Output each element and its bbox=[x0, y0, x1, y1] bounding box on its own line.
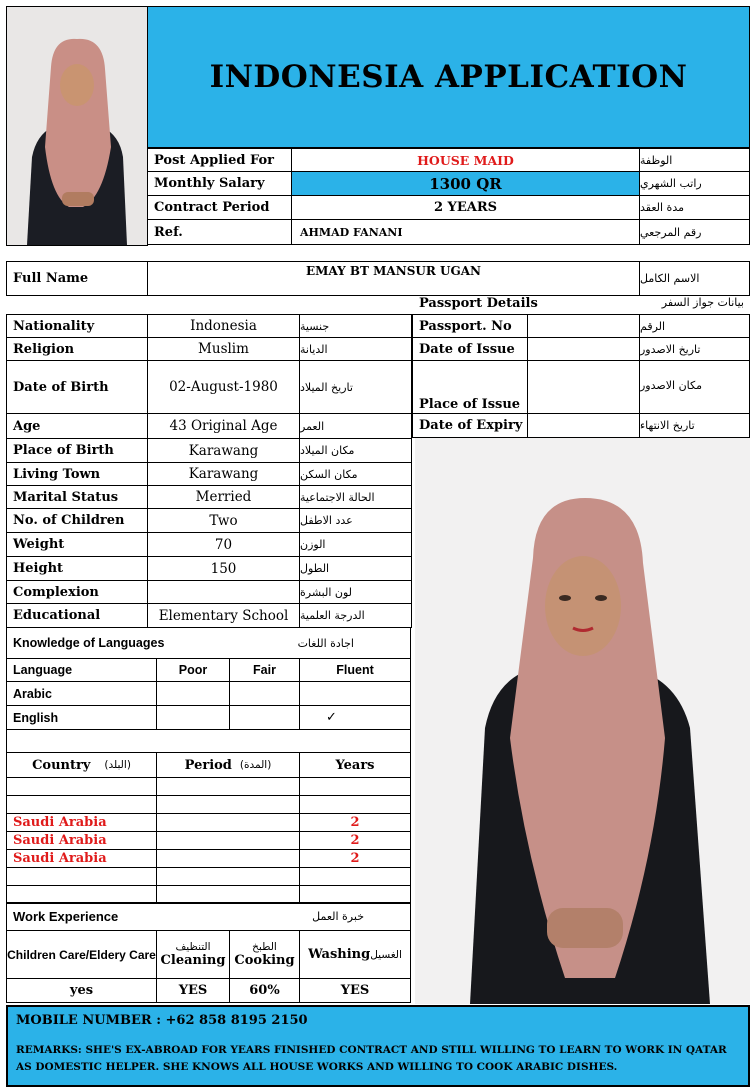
skill-cooking-header bbox=[229, 930, 300, 979]
personal-arabic: مكان السكن bbox=[299, 462, 412, 486]
skill-cleaning-value: YES bbox=[156, 978, 230, 1003]
personal-label: Religion bbox=[6, 337, 148, 361]
date-expiry-label: Date of Expiry bbox=[412, 413, 528, 438]
passport-no-label: Passport. No bbox=[412, 314, 528, 338]
contract-value: 2 YEARS bbox=[291, 195, 640, 220]
languages-section bbox=[6, 627, 411, 659]
lang-header-fair: Fair bbox=[229, 658, 300, 682]
personal-value: Merried bbox=[147, 485, 300, 509]
personal-label: Place of Birth bbox=[6, 438, 148, 463]
post-applied-value: HOUSE MAID bbox=[291, 148, 640, 172]
ref-label: Ref. bbox=[147, 219, 292, 245]
work-experience-section bbox=[6, 902, 411, 931]
passport-details-title: Passport Details bbox=[419, 296, 538, 311]
person-photo-icon bbox=[7, 7, 147, 245]
personal-label: Weight bbox=[6, 532, 148, 557]
personal-value: Indonesia bbox=[147, 314, 300, 338]
lang-header-fluent: Fluent bbox=[299, 658, 411, 682]
skill-cooking-arabic: الطبخ bbox=[252, 941, 277, 953]
post-applied-arabic: الوظفة bbox=[639, 148, 750, 172]
salary-arabic: راتب الشهري bbox=[639, 171, 750, 196]
lang-arabic-name: Arabic bbox=[6, 681, 157, 706]
personal-arabic: الوزن bbox=[299, 532, 412, 557]
lang-english-poor bbox=[156, 705, 230, 730]
personal-label: Age bbox=[6, 413, 148, 439]
ref-arabic: رقم المرجعي bbox=[639, 219, 750, 245]
personal-arabic: الحالة الاجتماعية bbox=[299, 485, 412, 509]
exp-country: Saudi Arabia bbox=[6, 849, 157, 868]
personal-arabic: جنسية bbox=[299, 314, 412, 338]
personal-arabic: عدد الاطفل bbox=[299, 508, 412, 533]
personal-value: 02-August-1980 bbox=[147, 360, 300, 414]
personal-arabic: الدرجة العلمية bbox=[299, 603, 412, 628]
contract-label: Contract Period bbox=[147, 195, 292, 220]
personal-value: Karawang bbox=[147, 438, 300, 463]
footer-box bbox=[6, 1005, 750, 1087]
person-photo-icon bbox=[415, 438, 750, 1004]
lang-english-fair bbox=[229, 705, 300, 730]
personal-arabic: الديانة bbox=[299, 337, 412, 361]
date-issue-label: Date of Issue bbox=[412, 337, 528, 361]
work-experience-title: Work Experience bbox=[13, 909, 119, 924]
skill-cooking-value: 60% bbox=[229, 978, 300, 1003]
place-issue-value bbox=[527, 360, 640, 414]
personal-arabic: الطول bbox=[299, 556, 412, 581]
personal-label: No. of Children bbox=[6, 508, 148, 533]
applicant-photo-small bbox=[6, 6, 148, 246]
skill-cleaning-arabic: التنظيف bbox=[175, 941, 211, 953]
ref-value: AHMAD FANANI bbox=[291, 219, 640, 245]
country-header-label: Country bbox=[32, 757, 91, 773]
place-issue-label: Place of Issue bbox=[412, 360, 528, 414]
exp-years bbox=[299, 867, 411, 886]
salary-value: 1300 QR bbox=[291, 171, 640, 196]
skill-washing-value: YES bbox=[299, 978, 411, 1003]
skill-cooking-label: Cooking bbox=[234, 953, 295, 968]
passport-no-arabic: الرقم bbox=[639, 314, 750, 338]
exp-country bbox=[6, 867, 157, 886]
exp-years: 2 bbox=[299, 813, 411, 832]
personal-value: 150 bbox=[147, 556, 300, 581]
mobile-number: MOBILE NUMBER : +62 858 8195 2150 bbox=[16, 1013, 308, 1028]
work-experience-arabic: خبرة العمل bbox=[312, 910, 364, 923]
exp-years: 2 bbox=[299, 831, 411, 850]
exp-years bbox=[299, 777, 411, 796]
personal-value: Karawang bbox=[147, 462, 300, 486]
contract-arabic: مدة العقد bbox=[639, 195, 750, 220]
skill-washing-arabic: الغسيل bbox=[370, 948, 402, 961]
exp-header-period bbox=[156, 752, 300, 778]
date-issue-value bbox=[527, 337, 640, 361]
personal-label: Height bbox=[6, 556, 148, 581]
date-issue-arabic: تاريخ الاصدور bbox=[639, 337, 750, 361]
country-header-arabic: (البلد) bbox=[104, 759, 131, 771]
date-expiry-value bbox=[527, 413, 640, 438]
personal-arabic: العمر bbox=[299, 413, 412, 439]
exp-header-years: Years bbox=[299, 752, 411, 778]
exp-years: 2 bbox=[299, 849, 411, 868]
skill-washing-header bbox=[299, 930, 411, 979]
exp-period bbox=[156, 795, 300, 814]
title-banner bbox=[147, 6, 750, 148]
passport-no-value bbox=[527, 314, 640, 338]
salary-label: Monthly Salary bbox=[147, 171, 292, 196]
personal-arabic: مكان الميلاد bbox=[299, 438, 412, 463]
date-expiry-arabic: تاريخ الانتهاء bbox=[639, 413, 750, 438]
personal-label: Complexion bbox=[6, 580, 148, 604]
passport-details-arabic: بيانات جواز السفر bbox=[661, 296, 744, 309]
personal-arabic: تاريخ الميلاد bbox=[299, 360, 412, 414]
full-name-arabic: الاسم الكامل bbox=[639, 261, 750, 296]
exp-period bbox=[156, 867, 300, 886]
full-name-value: EMAY BT MANSUR UGAN bbox=[147, 261, 640, 296]
skill-cleaning-header bbox=[156, 930, 230, 979]
skill-childcare-label: Children Care/Eldery Care bbox=[6, 930, 157, 979]
remarks: REMARKS: SHE'S EX-ABROAD FOR YEARS FINISHED CONTRACT AND STILL WILLING TO LEARN TO WORK IN QATAR AS DOMESTIC HELPER. SHE KNOWS ALL HOUSE WORKS AND WILLING TO COOK ARABIC DISHES. bbox=[16, 1044, 727, 1073]
skill-childcare-value: yes bbox=[6, 978, 157, 1003]
skill-cleaning-label: Cleaning bbox=[160, 953, 226, 968]
exp-country bbox=[6, 777, 157, 796]
personal-value: Two bbox=[147, 508, 300, 533]
personal-label: Living Town bbox=[6, 462, 148, 486]
lang-arabic-poor bbox=[156, 681, 230, 706]
skill-washing-label: Washing bbox=[308, 947, 371, 962]
exp-period bbox=[156, 777, 300, 796]
full-name-label: Full Name bbox=[6, 261, 148, 296]
period-header-arabic: (المدة) bbox=[239, 759, 272, 771]
exp-period bbox=[156, 813, 300, 832]
post-applied-label: Post Applied For bbox=[147, 148, 292, 172]
personal-label: Educational bbox=[6, 603, 148, 628]
exp-years bbox=[299, 795, 411, 814]
exp-country: Saudi Arabia bbox=[6, 813, 157, 832]
personal-value: Elementary School bbox=[147, 603, 300, 628]
personal-value bbox=[147, 580, 300, 604]
personal-label: Nationality bbox=[6, 314, 148, 338]
lang-header-language: Language bbox=[6, 658, 157, 682]
exp-period bbox=[156, 849, 300, 868]
place-issue-arabic: مكان الاصدور bbox=[639, 360, 750, 414]
personal-value: 43 Original Age bbox=[147, 413, 300, 439]
lang-english-fluent-check-icon: ✓ bbox=[299, 705, 411, 730]
personal-value: 70 bbox=[147, 532, 300, 557]
page-title: INDONESIA APPLICATION bbox=[209, 59, 688, 95]
period-header-label: Period bbox=[184, 757, 232, 773]
languages-title-arabic: اجادة اللغات bbox=[297, 636, 354, 650]
personal-label: Date of Birth bbox=[6, 360, 148, 414]
lang-english-name: English bbox=[6, 705, 157, 730]
spacer-row bbox=[6, 729, 411, 753]
personal-label: Marital Status bbox=[6, 485, 148, 509]
personal-value: Muslim bbox=[147, 337, 300, 361]
lang-arabic-fluent bbox=[299, 681, 411, 706]
lang-arabic-fair bbox=[229, 681, 300, 706]
exp-country bbox=[6, 795, 157, 814]
languages-title: Knowledge of Languages bbox=[13, 636, 165, 650]
exp-period bbox=[156, 831, 300, 850]
personal-arabic: لون البشرة bbox=[299, 580, 412, 604]
exp-country: Saudi Arabia bbox=[6, 831, 157, 850]
applicant-photo-large bbox=[415, 438, 750, 1004]
lang-header-poor: Poor bbox=[156, 658, 230, 682]
exp-header-country bbox=[6, 752, 157, 778]
